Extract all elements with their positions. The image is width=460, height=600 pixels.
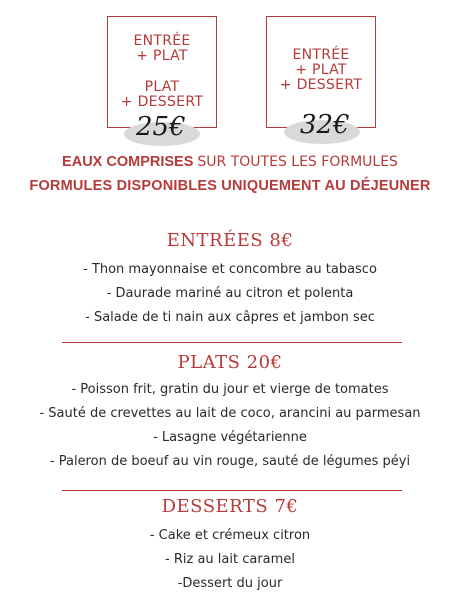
menu-item: - Daurade mariné au citron et polenta — [106, 286, 354, 301]
water-included-bold: EAUX COMPRISES — [62, 154, 194, 170]
formula-2-line: + PLAT — [295, 62, 347, 78]
entrees-list — [0, 258, 460, 330]
formula-1-price: 25€ — [136, 112, 186, 142]
menu-item: - Salade de ti nain aux câpres et jambon sec — [85, 310, 375, 325]
menu-item: -Dessert du jour — [177, 576, 283, 591]
menu-item: - Cake et crémeux citron — [149, 528, 311, 543]
menu-item: - Riz au lait caramel — [165, 552, 295, 567]
formula-2-line: + DESSERT — [279, 77, 363, 93]
formula-1-line: + DESSERT — [120, 94, 204, 110]
section-divider — [62, 342, 402, 343]
formula-2-text — [267, 48, 375, 93]
menu-item: - Lasagne végétarienne — [153, 430, 307, 445]
formula-1-line: PLAT — [144, 79, 180, 95]
menu-item: - Poisson frit, gratin du jour et vierge de tomates — [71, 382, 389, 397]
desserts-list — [0, 524, 460, 596]
formula-1-line: + PLAT — [136, 48, 188, 64]
menu-item: - Paleron de boeuf au vin rouge, sauté de légumes péyi — [49, 454, 411, 469]
menu-item: - Thon mayonnaise et concombre au tabasco — [83, 262, 377, 277]
plats-list — [0, 378, 460, 474]
formula-2-line: ENTRÉE — [292, 47, 350, 63]
formula-2-price: 32€ — [300, 110, 350, 140]
formula-1-text — [108, 34, 216, 110]
section-title-plats: PLATS 20€ — [177, 352, 283, 373]
section-divider — [62, 490, 402, 491]
water-included-rest: SUR TOUTES LES FORMULES — [197, 154, 398, 170]
water-included-note — [0, 152, 460, 172]
section-title-desserts: DESSERTS 7€ — [161, 496, 299, 517]
formula-1-line: ENTRÉE — [133, 33, 191, 49]
menu-item: - Sauté de crevettes au lait de coco, arancini au parmesan — [39, 406, 421, 421]
section-title-entrees: ENTRÉES 8€ — [166, 230, 294, 251]
lunch-only-note: FORMULES DISPONIBLES UNIQUEMENT AU DÉJEUNER — [29, 178, 431, 194]
